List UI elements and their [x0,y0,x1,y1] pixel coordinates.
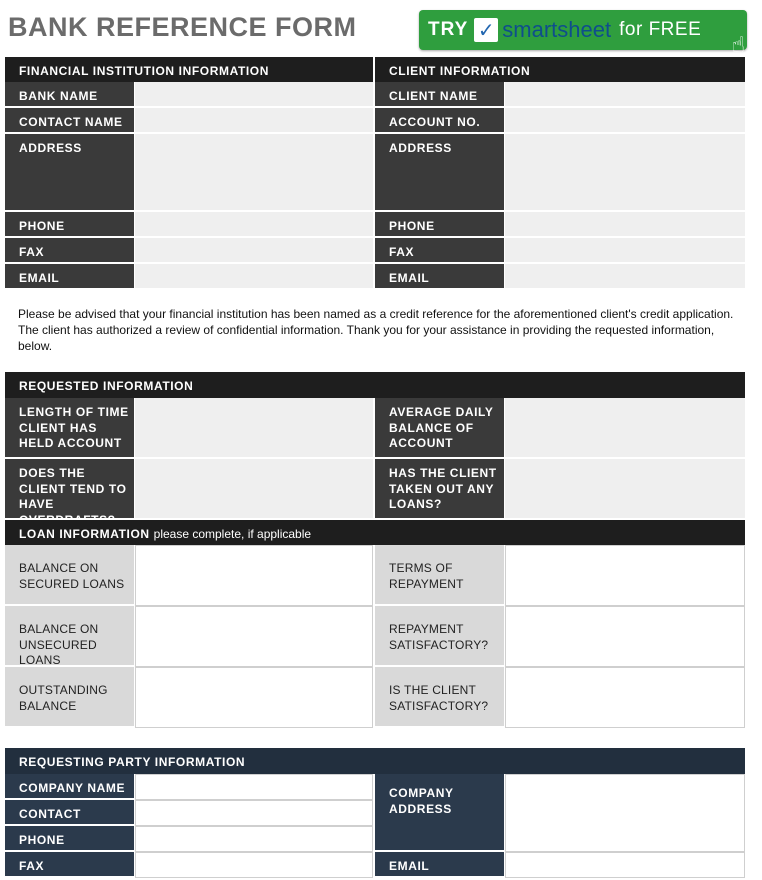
client-email-label: EMAIL [375,264,504,290]
bank-name-field[interactable] [135,82,373,108]
client-phone-field[interactable] [505,212,745,238]
terms-repayment-field[interactable] [505,545,745,606]
client-satisfactory-label: IS THE CLIENT SATISFACTORY? [375,667,504,728]
party-email-field[interactable] [505,852,745,878]
account-no-field[interactable] [505,108,745,134]
party-phone-field[interactable] [135,826,373,852]
bank-email-label: EMAIL [5,264,134,290]
client-address-label: ADDRESS [375,134,504,212]
contact-name-label: CONTACT NAME [5,108,134,134]
overdrafts-label: DOES THE CLIENT TEND TO HAVE [5,459,134,520]
party-header: REQUESTING PARTY INFORMATION [5,748,745,774]
repayment-satisfactory-field[interactable] [505,606,745,667]
loan-header [5,520,745,545]
client-satisfactory-field[interactable] [505,667,745,728]
checkmark-icon: ✓ [474,18,498,42]
avg-balance-field[interactable] [505,398,745,459]
bank-fax-label: FAX [5,238,134,264]
pointer-hand-icon: ☝ [731,32,745,57]
contact-field[interactable] [135,800,373,826]
time-held-field[interactable] [135,398,373,459]
outstanding-balance-label: OUTSTANDING BALANCE [5,667,134,728]
party-email-label: EMAIL [375,852,504,878]
party-phone-label: PHONE [5,826,134,852]
client-address-field[interactable] [505,134,745,212]
bank-name-label: BANK NAME [5,82,134,108]
client-email-field[interactable] [505,264,745,290]
unsecured-loans-label: BALANCE ON UNSECURED LOANS [5,606,134,667]
bank-phone-label: PHONE [5,212,134,238]
contact-name-field[interactable] [135,108,373,134]
secured-loans-field[interactable] [135,545,373,606]
secured-loans-label: BALANCE ON SECURED LOANS [5,545,134,606]
client-name-label: CLIENT NAME [375,82,504,108]
time-held-label: LENGTH OF TIME CLIENT HAS HELD ACCOUNT [5,398,134,459]
cta-brand-label: smartsheet [502,17,612,42]
client-fax-label: FAX [375,238,504,264]
cta-try-label: TRY [428,19,469,40]
page-title: BANK REFERENCE FORM [8,12,357,42]
account-no-label: ACCOUNT NO. [375,108,504,134]
loans-taken-field[interactable] [505,459,745,520]
client-phone-label: PHONE [375,212,504,238]
financial-header: FINANCIAL INSTITUTION INFORMATION [5,57,373,82]
company-address-label: COMPANY ADDRESS [375,774,504,852]
client-fax-field[interactable] [505,238,745,264]
unsecured-loans-field[interactable] [135,606,373,667]
repayment-satisfactory-label: REPAYMENT SATISFACTORY? [375,606,504,667]
bank-address-field[interactable] [135,134,373,212]
client-name-field[interactable] [505,82,745,108]
requested-header: REQUESTED INFORMATION [5,372,745,398]
bank-email-field[interactable] [135,264,373,290]
cta-free-label: for FREE [619,19,702,40]
client-header: CLIENT INFORMATION [375,57,745,82]
outstanding-balance-field[interactable] [135,667,373,728]
loans-taken-label: HAS THE CLIENT TAKEN OUT ANY LOANS? [375,459,504,520]
terms-repayment-label: TERMS OF REPAYMENT [375,545,504,606]
party-fax-label: FAX [5,852,134,878]
avg-balance-label: AVERAGE DAILY BALANCE OF ACCOUNT [375,398,504,459]
company-address-field[interactable] [505,774,745,852]
try-smartsheet-button[interactable] [419,10,747,57]
overdrafts-field[interactable] [135,459,373,520]
bank-fax-field[interactable] [135,238,373,264]
party-fax-field[interactable] [135,852,373,878]
loan-header-note: please complete, if applicable [153,527,312,541]
company-name-field[interactable] [135,774,373,800]
bank-phone-field[interactable] [135,212,373,238]
reference-paragraph: Please be advised that your financial institution has been named as a credit reference for the aforementioned client's credit application. The client has authorized a review of confidential information. Thank you for your assistance in providing the requested information, below. [18,307,734,353]
bank-address-label: ADDRESS [5,134,134,212]
loan-header-title: LOAN INFORMATION [19,527,150,541]
company-name-label: COMPANY NAME [5,774,134,800]
contact-label: CONTACT [5,800,134,826]
